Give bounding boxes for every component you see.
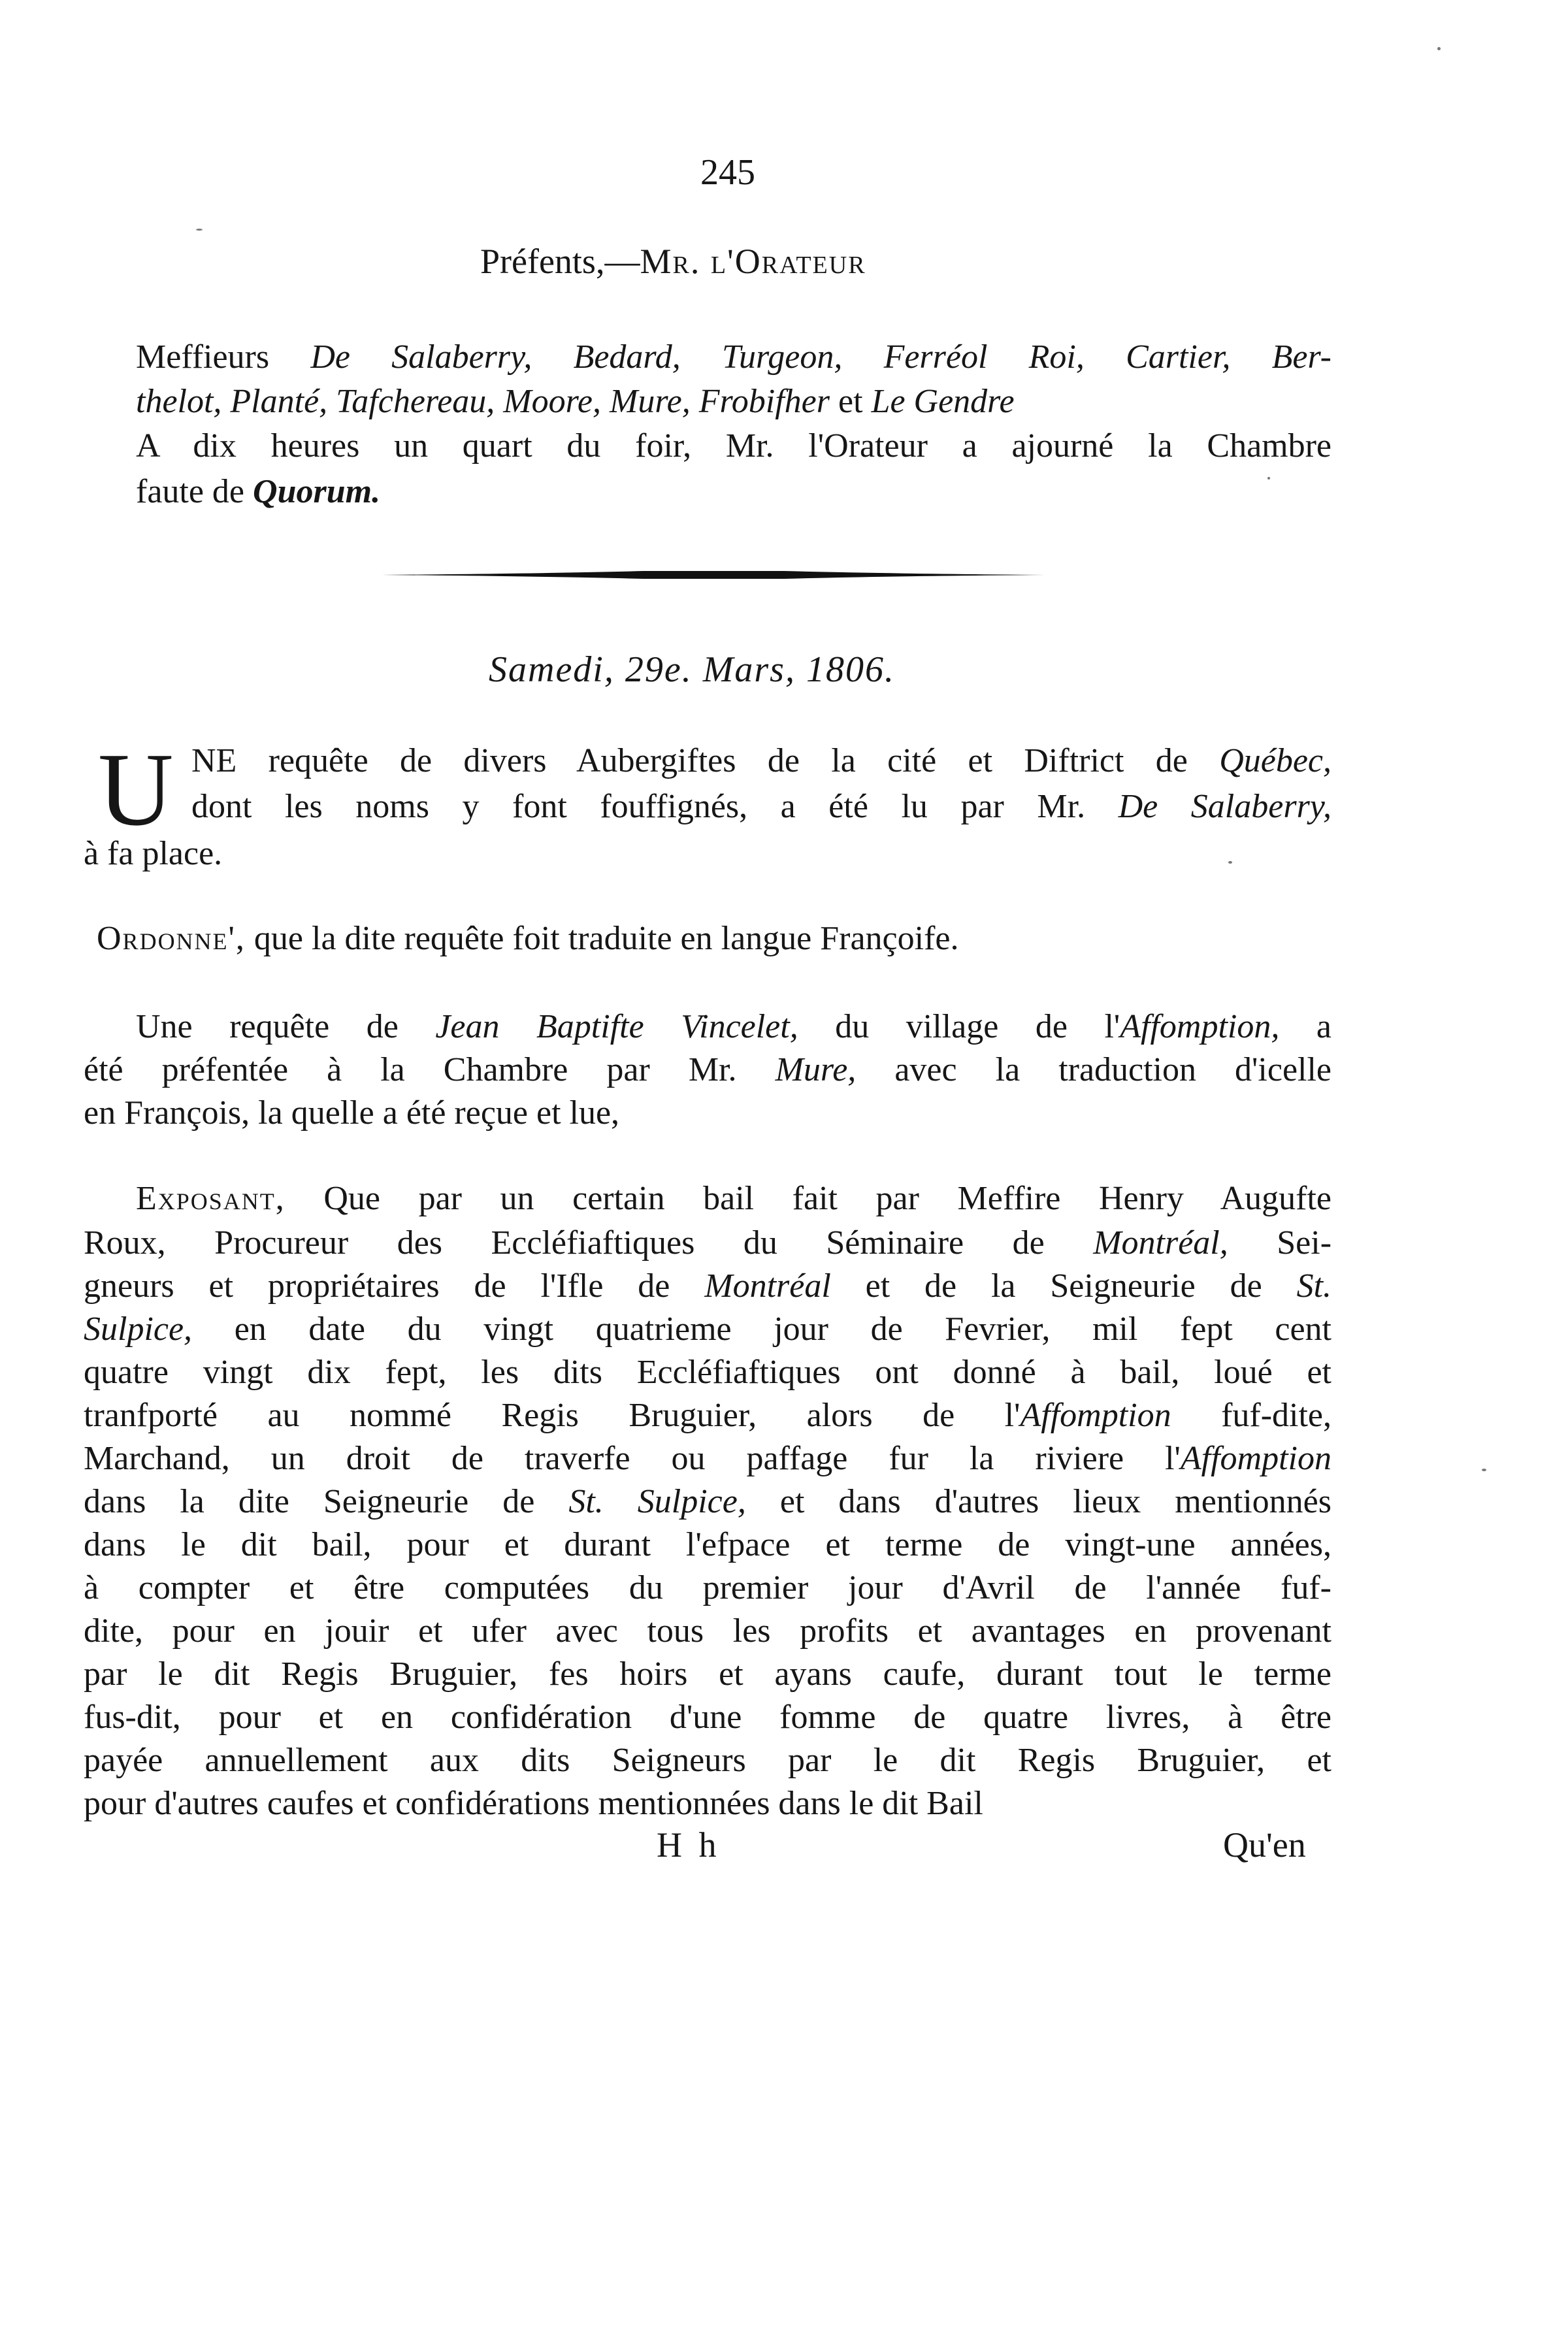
attendance-line-1: Meffieurs De Salaberry, Bedard, Turgeon, Ferréol Roi, Cartier, Ber- <box>136 338 1331 376</box>
scan-speck <box>196 229 203 231</box>
drop-cap: U <box>98 731 174 847</box>
exposant-lead: Exposant, <box>136 1180 286 1217</box>
petition-1-block: NE requête de divers Aubergiftes de la cité et Diftrict de Québec, dont les noms y font fouffignés, a été lu par Mr. De Salaberry, <box>191 742 1332 825</box>
ordered-line: Ordonne', que la dite requête foit traduite en langue Françoife. <box>97 920 959 957</box>
ordered-lead: Ordonne', <box>97 920 246 957</box>
scan-speck <box>1482 1469 1486 1471</box>
scan-speck <box>1267 477 1270 480</box>
exposant-block: Exposant, Que par un certain bail fait par Meffire Henry Augufte Roux, Procureur des Eccléfiaftiques du Séminaire de Montréal, Sei- gneurs et propriétaires de l'Ifle de Montréal et de la Seigneurie de St. Sulpice, en date du vingt quatrieme jour de Fevrier, mil fept cent quatre vingt dix fept, les dits Eccléfiaftiques ont donné à bail, loué et tranfporté au nommé Regis Bruguier, alors de l'Affomption fuf-dite, Marchand, un droit de traverfe ou paffage fur la riviere l'Affomption dans la dite Seigneurie de St. Sulpice, et dans d'autres lieux mentionnés dans le dit bail, pour et durant l'efpace et terme de vingt-une années, à compter et être computées du premier jour d'Avril de l'année fuf- dite, pour en jouir et ufer avec tous les profits et avantages en provenant par le dit Regis Bruguier, fes hoirs et ayans caufe, durant tout le terme fus-dit, pour et en confidération d'une fomme de quatre livres, à être payée annuellement aux dits Seigneurs par le dit Regis Bruguier, et pour d'autres caufes et confidérations mentionnées dans le dit Bail <box>84 1180 1332 1822</box>
signature-mark: H h <box>657 1825 721 1865</box>
petition-2-block: Une requête de Jean Baptifte Vincelet, du village de l'Affomption, a été préfentée à la Chambre par Mr. Mure, avec la traduction d'icelle en François, la quelle a été reçue et lue, <box>84 1008 1332 1132</box>
speaker-name: Mr. l'Orateur <box>640 242 866 281</box>
member-de-salaberry: De Salaberry, <box>1118 788 1332 825</box>
date-heading: Samedi, 29e. Mars, 1806. <box>489 649 895 690</box>
catchword: Qu'en <box>1223 1825 1306 1865</box>
petitioner-name: Jean Baptifte Vincelet, <box>435 1008 798 1045</box>
petition-1-line-3: à fa place. <box>84 835 223 872</box>
attendance-block <box>136 336 1331 510</box>
place-quebec: Québec, <box>1219 742 1331 779</box>
scan-speck <box>1228 861 1232 864</box>
adjournment-line-2: faute de Quorum. <box>136 473 381 510</box>
presents-line <box>480 240 866 282</box>
attendance-line-2: thelot, Planté, Tafchereau, Moore, Mure, Frobifher et Le Gendre <box>136 383 1015 420</box>
page-number: 245 <box>700 152 755 193</box>
section-divider <box>382 570 1045 580</box>
presents-label: Préfents,— <box>480 242 640 281</box>
scan-speck <box>1437 47 1441 50</box>
member-names: De Salaberry, Bedard, Turgeon, Ferréol Roi, Cartier, Ber- <box>310 338 1331 376</box>
adjournment-line: A dix heures un quart du foir, Mr. l'Orateur a ajourné la Chambre <box>136 427 1331 464</box>
